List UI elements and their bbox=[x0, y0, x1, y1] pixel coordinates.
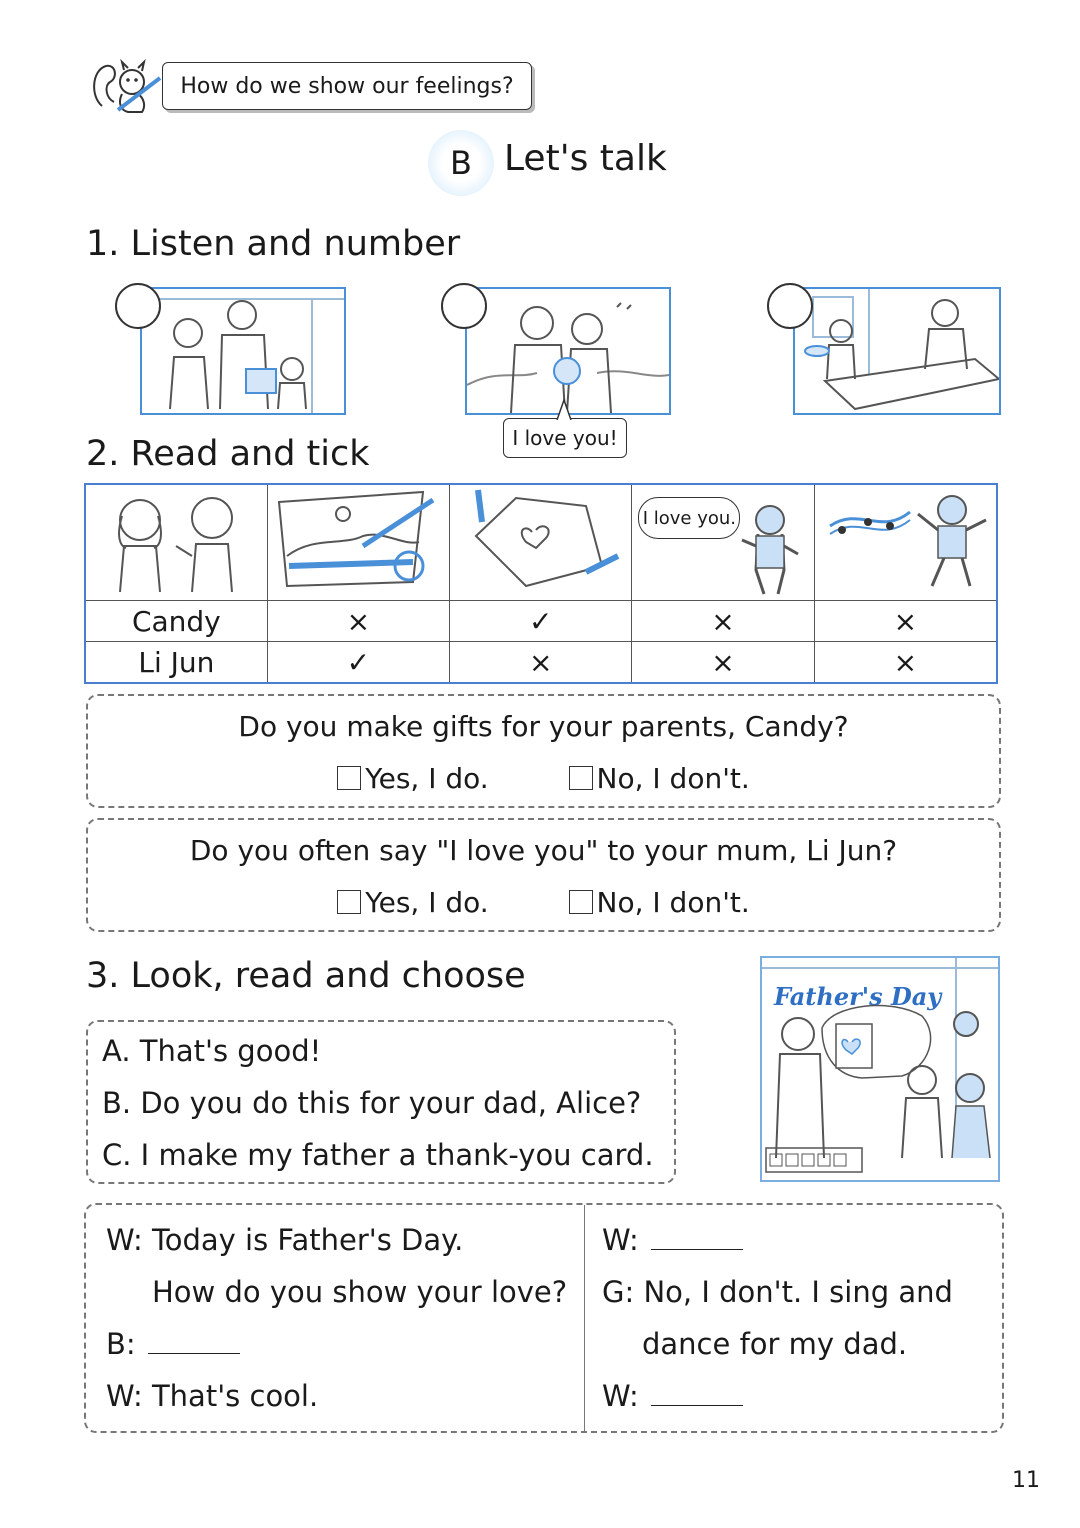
card-making-icon bbox=[450, 484, 632, 601]
squirrel-mascot-icon bbox=[88, 56, 162, 118]
mark-cell[interactable]: × bbox=[814, 642, 997, 684]
topic-banner bbox=[162, 62, 532, 110]
option-c: C. I make my father a thank-you card. bbox=[102, 1138, 654, 1172]
section-b-badge bbox=[428, 130, 494, 196]
row-name: Candy bbox=[85, 601, 267, 642]
topic-text: How do we show our feelings? bbox=[180, 73, 514, 99]
row-name: Li Jun bbox=[85, 642, 267, 684]
yes-checkbox[interactable] bbox=[337, 766, 361, 790]
dialogue-line: dance for my dad. bbox=[642, 1327, 908, 1361]
dialogue-line: How do you show your love? bbox=[152, 1275, 568, 1309]
no-checkbox[interactable] bbox=[569, 890, 593, 914]
number-circle-2[interactable] bbox=[441, 283, 487, 329]
yes-label: Yes, I do. bbox=[365, 762, 489, 795]
fathers-day-picture bbox=[760, 956, 1000, 1182]
exercise-3-title: 3. Look, read and choose bbox=[86, 956, 526, 996]
mark-cell[interactable]: × bbox=[267, 601, 449, 642]
question-text: Do you often say "I love you" to your mum, Li Jun? bbox=[189, 834, 898, 867]
yes-checkbox[interactable] bbox=[337, 890, 361, 914]
number-circle-3[interactable] bbox=[767, 283, 813, 329]
section-letter: B bbox=[450, 144, 472, 182]
speaker-label: B: bbox=[106, 1327, 136, 1361]
no-label: No, I don't. bbox=[596, 886, 750, 919]
speech-text: I love you. bbox=[642, 507, 736, 529]
question-box-1 bbox=[86, 694, 1001, 808]
dialogue-box bbox=[84, 1203, 1004, 1433]
dialogue-line-blank bbox=[602, 1223, 743, 1257]
answer-blank[interactable] bbox=[148, 1329, 240, 1354]
sing-dance-icon bbox=[814, 484, 997, 601]
question-box-2 bbox=[86, 818, 1001, 932]
option-b: B. Do you do this for your dad, Alice? bbox=[102, 1086, 642, 1120]
mark-cell[interactable]: × bbox=[814, 601, 997, 642]
answer-blank[interactable] bbox=[651, 1225, 743, 1250]
tick-table bbox=[84, 483, 998, 684]
speaker-label: W: bbox=[602, 1223, 639, 1257]
speaker-label: W: bbox=[602, 1379, 639, 1413]
number-circle-1[interactable] bbox=[115, 283, 161, 329]
children-icon bbox=[85, 484, 267, 601]
bubble-tail bbox=[556, 398, 572, 420]
answer-blank[interactable] bbox=[651, 1381, 743, 1406]
page-number: 11 bbox=[1012, 1468, 1040, 1493]
table-row bbox=[85, 642, 997, 684]
mark-cell[interactable]: × bbox=[632, 642, 814, 684]
mark-cell[interactable]: × bbox=[632, 601, 814, 642]
dialogue-divider bbox=[584, 1205, 585, 1431]
mark-cell[interactable]: ✓ bbox=[450, 601, 632, 642]
dialogue-line-blank bbox=[602, 1379, 743, 1413]
no-checkbox[interactable] bbox=[569, 766, 593, 790]
yes-label: Yes, I do. bbox=[365, 886, 489, 919]
picture-title: Father's Day bbox=[774, 982, 942, 1011]
mark-cell[interactable]: ✓ bbox=[267, 642, 449, 684]
section-title: Let's talk bbox=[504, 138, 667, 179]
bubble-text: I love you! bbox=[512, 426, 618, 450]
answer-options bbox=[88, 886, 999, 919]
exercise-1-title: 1. Listen and number bbox=[86, 224, 461, 264]
say-love-icon bbox=[632, 484, 814, 601]
speech-bubble bbox=[503, 418, 627, 458]
no-label: No, I don't. bbox=[596, 762, 750, 795]
question-text: Do you make gifts for your parents, Candy? bbox=[238, 710, 849, 743]
option-a: A. That's good! bbox=[102, 1034, 322, 1068]
family-hug-picture bbox=[465, 287, 671, 415]
painting-icon bbox=[267, 484, 449, 601]
dialogue-line: W: Today is Father's Day. bbox=[106, 1223, 464, 1257]
mark-cell[interactable]: × bbox=[450, 642, 632, 684]
options-box bbox=[86, 1020, 676, 1184]
table-row bbox=[85, 601, 997, 642]
family-gift-picture bbox=[140, 287, 346, 415]
dialogue-line: G: No, I don't. I sing and bbox=[602, 1275, 953, 1309]
dialogue-line: W: That's cool. bbox=[106, 1379, 319, 1413]
answer-options bbox=[88, 762, 999, 795]
exercise-2-title: 2. Read and tick bbox=[86, 434, 370, 474]
boy-mother-picture bbox=[793, 287, 1001, 415]
dialogue-line-blank bbox=[106, 1327, 240, 1361]
